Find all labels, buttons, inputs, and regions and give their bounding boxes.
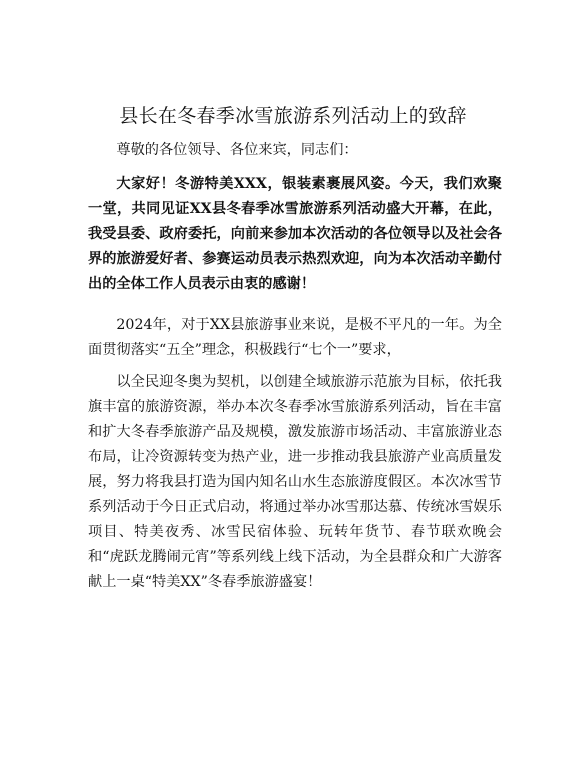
paragraph-year-review: 2024年，对于XX县旅游事业来说，是极不平凡的一年。为全面贯彻落实“五全”理念，积极践行“七个一”要求， xyxy=(88,317,502,358)
document-title: 县长在冬春季冰雪旅游系列活动上的致辞 xyxy=(119,105,467,127)
paragraph-welcome: 大家好！冬游特美XXX，银装素裹展风姿。今天，我们欢聚一堂，共同见证XX县冬春季冰雪旅游系列活动盛大开幕，在此，我受县委、政府委托，向前来参加本次活动的各位领导以及社会各界的旅游爱好者、参赛运动员表示热烈欢迎，向为本次活动辛勤付出的全体工作人员表示由衷的感谢！ xyxy=(88,176,502,292)
salutation: 尊敬的各位领导、各位来宾，同志们： xyxy=(116,142,358,158)
paragraph-activities: 以全民迎冬奥为契机，以创建全域旅游示范旅为目标，依托我旗丰富的旅游资源，举办本次冬春季冰雪旅游系列活动，旨在丰富和扩大冬春季旅游产品及规模，激发旅游市场活动、丰富旅游业态布局，让冷资源转变为热产业，进一步推动我县旅游产业高质量发展，努力将我县打造为国内知名山水生态旅游度假区。本次冰雪节系列活动于今日正式启动，将通过举办冰雪那达慕、传统冰雪娱乐项目、特美夜秀、冰雪民宿体验、玩转年货节、春节联欢晚会和“虎跃龙腾闹元宵”等系列线上线下活动，为全县群众和广大游客献上一桌“特美XX”冬春季旅游盛宴！ xyxy=(88,374,502,590)
